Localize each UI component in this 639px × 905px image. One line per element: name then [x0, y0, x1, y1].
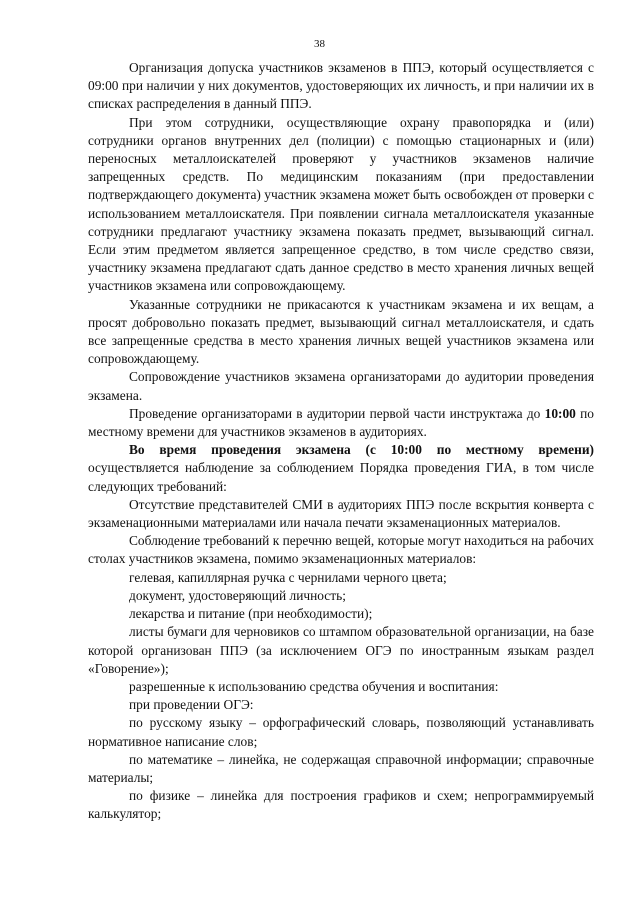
- during-exam-heading: Во время проведения экзамена (с 10:00 по местному времени): [129, 442, 594, 458]
- paragraph-briefing: [88, 405, 594, 441]
- briefing-time: 10:00: [544, 405, 576, 421]
- list-item: листы бумаги для черновиков со штампом образовательной организации, на базе которой организован ППЭ (за исключением ОГЭ по иностранным языкам раздел «Говорение»);: [88, 624, 594, 676]
- list-item: при проведении ОГЭ:: [129, 697, 254, 713]
- page-number: 38: [314, 38, 325, 50]
- paragraph-during-exam: [88, 441, 594, 496]
- list-item: гелевая, капиллярная ручка с чернилами черного цвета;: [129, 569, 447, 585]
- during-exam-text: осуществляется наблюдение за соблюдением Порядка проведения ГИА, в том числе следующих требований:: [88, 460, 594, 494]
- list-item: разрешенные к использованию средства обучения и воспитания:: [129, 678, 499, 694]
- paragraph-metal-detector-check: При этом сотрудники, осуществляющие охрану правопорядка и (или) сотрудники органов внутренних дел (полиции) с помощью стационарных и (или) переносных металлоискателей проверяют у участников экзаменов наличие запрещенных средств. По медицинским показаниям (при предоставлении подтверждающего документа) участник экзамена может быть освобожден от проверки с использованием металлоискателя. При появлении сигнала металлоискателя указанные сотрудники предлагают участнику экзамена показать предмет, вызывающий сигнал. Если этим предметом является запрещенное средство, в том числе средство связи, участнику экзамена предлагают сдать данное средство в место хранения личных вещей участников экзамена или сопровождающему.: [88, 114, 594, 294]
- list-item: по русскому языку – орфографический словарь, позволяющий устанавливать нормативное написание слов;: [88, 715, 594, 749]
- paragraph-allowed-items: Соблюдение требований к перечню вещей, которые могут находиться на рабочих столах участников экзамена, помимо экзаменационных материалов:: [88, 533, 594, 567]
- list-item: по математике – линейка, не содержащая справочной информации; справочные материалы;: [88, 751, 594, 785]
- briefing-text-start: Проведение организаторами в аудитории первой части инструктажа до: [129, 405, 545, 421]
- list-item: лекарства и питание (при необходимости);: [129, 606, 373, 622]
- paragraph-no-media: Отсутствие представителей СМИ в аудиториях ППЭ после вскрытия конверта с экзаменационными материалами или начала печати экзаменационных материалов.: [88, 496, 594, 531]
- briefing-text-end: по местному времени для участников экзаменов в аудиториях.: [88, 405, 594, 440]
- paragraph-escort-to-auditorium: Сопровождение участников экзамена организаторами до аудитории проведения экзамена.: [88, 369, 594, 403]
- list-item: документ, удостоверяющий личность;: [129, 587, 346, 603]
- paragraph-staff-no-touch: Указанные сотрудники не прикасаются к участникам экзамена и их вещам, а просят добровольно показать предмет, вызывающий сигнал металлоискателя, и сдать все запрещенные средства в место хранения личных вещей участников экзамена или сопровождающему.: [88, 296, 594, 367]
- list-item: по физике – линейка для построения графиков и схем; непрограммируемый калькулятор;: [88, 788, 594, 822]
- document-body: [88, 59, 594, 824]
- paragraph-exam-admission: Организация допуска участников экзаменов в ППЭ, который осуществляется с 09:00 при наличии у них документов, удостоверяющих их личность, и при наличии их в списках распределения в данный ППЭ.: [88, 60, 594, 112]
